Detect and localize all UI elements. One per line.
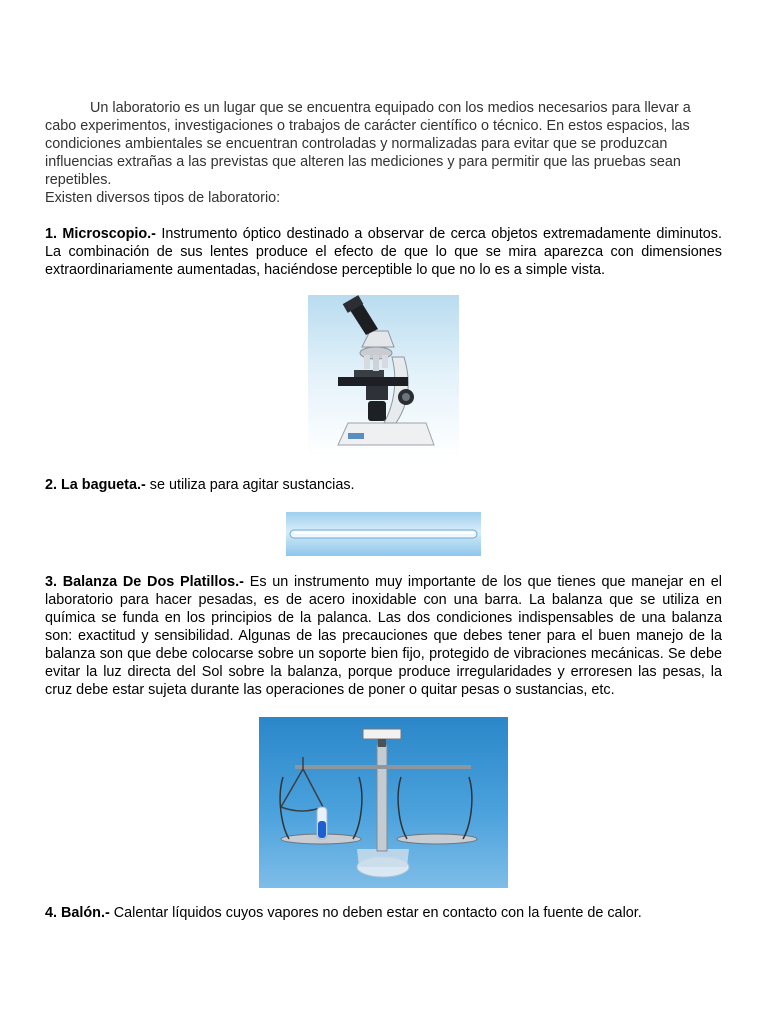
item-bagueta xyxy=(45,476,722,494)
intro-types-line: Existen diversos tipos de laboratorio: xyxy=(45,190,281,206)
item-text: Instrumento óptico destinado a observar de cerca objetos extremadamente diminutos. La combinación de sus lentes produce el efecto de que lo que se mira aparezca con dimensiones extraordinariamente aumentadas, haciéndose perceptible lo que no lo es a simple vista. xyxy=(45,226,723,278)
microscope-image xyxy=(308,295,459,457)
bagueta-image xyxy=(286,512,481,556)
item-text: Calentar líquidos cuyos vapores no deben estar en contacto con la fuente de calor. xyxy=(109,905,642,921)
item-text: Es un instrumento muy importante de los que tienes que manejar en el laboratorio para hacer pesadas, es de acero inoxidable con una barra. La balanza que se utiliza en química se funda en los principios de la palanca. Las dos condiciones indispensables de una balanza son: exactitud y sensibilidad. Algunas de las precauciones que debes tener para el buen manejo de la balanza son que debe colocarse sobre un soporte bien fijo, protegido de vibraciones mecánicas. Se debe evitar la luz directa del Sol sobre la balanza, porque produce irregularidades y erroresen las pesas, la cruz debe estar sujeta durante las operaciones de poner o quitar pesas o sustancias, etc. xyxy=(45,574,722,698)
balanza-image xyxy=(259,717,508,888)
item-title: 2. La bagueta.- xyxy=(45,477,146,493)
intro-paragraph: Un laboratorio es un lugar que se encuentra equipado con los medios necesarios para llevar a cabo experimentos, investigaciones o trabajos de carácter científico o técnico. En estos espacios, las condiciones ambientales se encuentran controladas y normalizadas para evitar que se produzcan influencias extrañas a las previstas que alteren las mediciones y para permitir que las pruebas sean repetibles. xyxy=(45,100,691,188)
item-balanza xyxy=(45,573,722,699)
item-title: 1. Microscopio.- xyxy=(45,226,156,242)
item-text: se utiliza para agitar sustancias. xyxy=(145,477,355,493)
item-title: 3. Balanza De Dos Platillos.- xyxy=(45,574,244,590)
item-title: 4. Balón.- xyxy=(45,905,110,921)
item-microscopio xyxy=(45,225,722,279)
item-balon xyxy=(45,904,722,922)
document-page xyxy=(45,99,722,922)
